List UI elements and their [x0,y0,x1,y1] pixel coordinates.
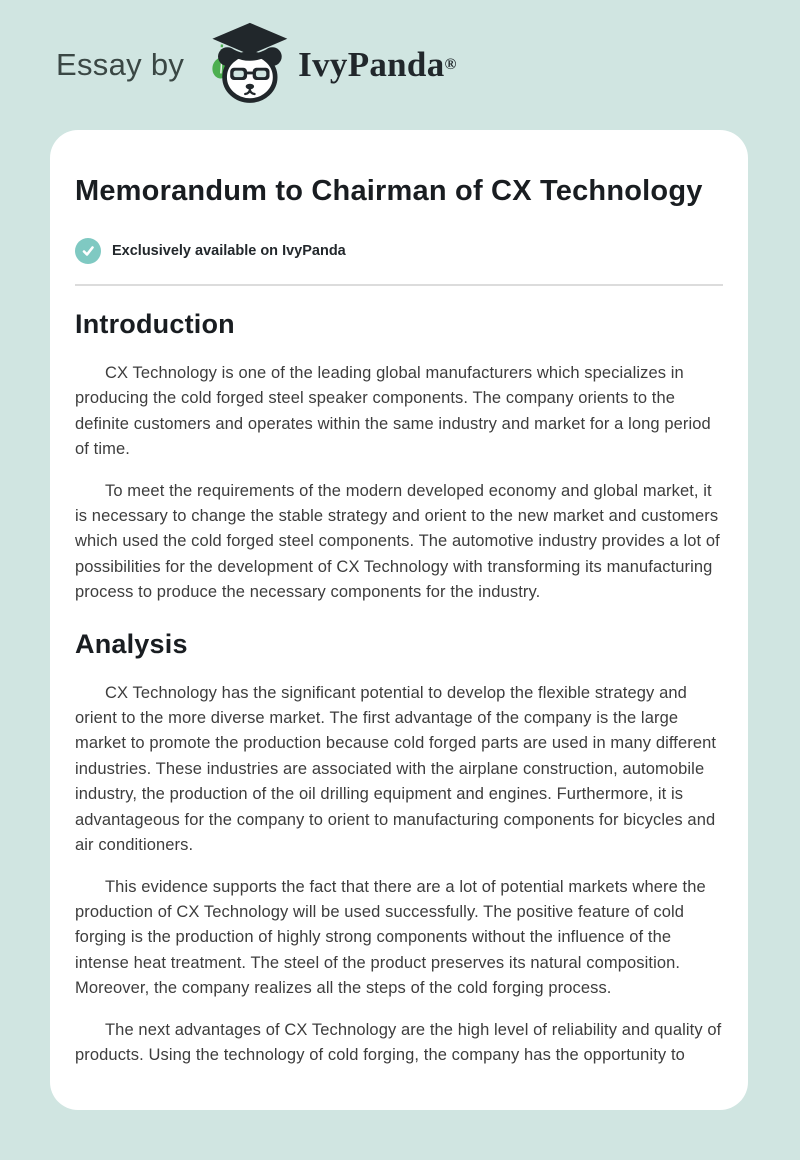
check-icon [75,238,101,264]
site-header [0,0,800,130]
brand-name: IvyPanda [298,45,445,84]
divider [75,284,723,286]
paragraph: The next advantages of CX Technology are the high level of reliability and quality of products. Using the technology of cold forging, the company has the opportunity to [75,1020,722,1064]
panda-graduate-icon [200,21,296,109]
registered-mark: ® [444,56,457,73]
header-prefix: Essay by [56,47,185,82]
paragraph: CX Technology has the significant potential to develop the flexible strategy and orient to the more diverse market. The first advantage of the company is the large market to promote the production because cold forged parts are used in many different industries. These industries are associated with the airplane construction, automobile industry, the production of the oil drilling equipment and engines. Furthermore, it is advantageous for the company to orient to manufacturing components for bicycles and air conditioners. [75,683,717,855]
section-heading-introduction: Introduction [75,309,235,339]
essay-title: Memorandum to Chairman of CX Technology [75,175,703,207]
exclusive-badge [75,238,723,264]
paragraph: CX Technology is one of the leading global manufacturers which specializes in producing the cold forged steel speaker components. The company orients to the definite customers and operates within the same industry and market for a long period of time. [75,364,711,459]
ivypanda-logo[interactable] [200,21,456,109]
paragraph: To meet the requirements of the modern developed economy and global market, it is necessary to change the stable strategy and orient to the new market and customers which used the cold forged steel components. The automotive industry provides a lot of possibilities for the development of CX Technology with transforming its manufacturing process to produce the necessary components for the industry. [75,481,720,602]
section-heading-analysis: Analysis [75,628,188,659]
exclusive-badge-label: Exclusively available on IvyPanda [112,243,346,259]
paragraph: This evidence supports the fact that there are a lot of potential markets where the production of CX Technology will be used successfully. The positive feature of cold forging is the production of highly strong components without the influence of the intense heat treatment. The steel of the product preserves its natural composition. Moreover, the company realizes all the steps of the cold forging process. [75,877,706,998]
essay-card [50,130,748,1110]
